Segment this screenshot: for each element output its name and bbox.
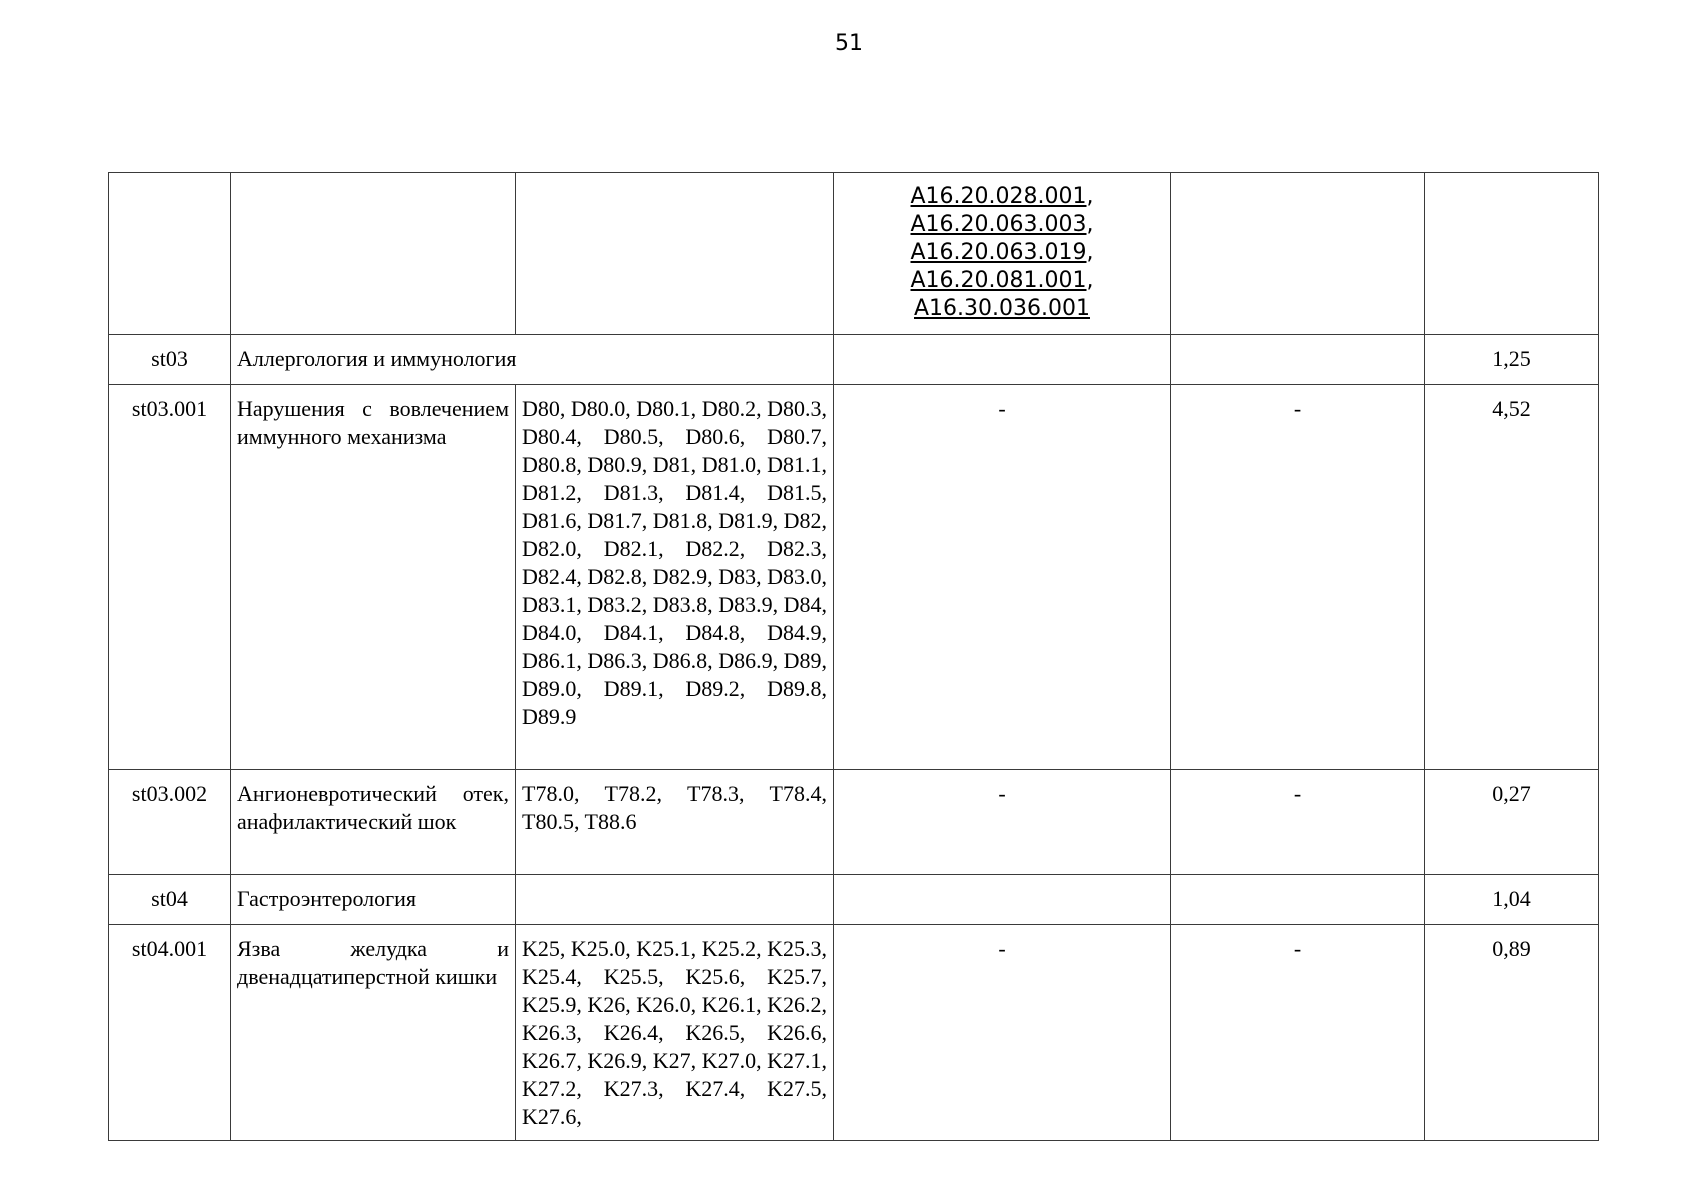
- service-code-link[interactable]: A16.20.063.019: [910, 240, 1087, 265]
- cell-other: [1171, 173, 1425, 335]
- cell-name: Аллергология и иммунология: [231, 335, 834, 385]
- service-code-link[interactable]: A16.30.036.001: [914, 296, 1090, 321]
- cell-other: [1171, 335, 1425, 385]
- service-code-link[interactable]: A16.20.028.001: [910, 184, 1087, 209]
- cell-code: st04.001: [109, 925, 231, 1141]
- cell-name: Язва желудка и двенадцатиперстной кишки: [231, 925, 516, 1141]
- diagnoses-text: T78.0, T78.2, T78.3, T78.4, T80.5, T88.6: [522, 781, 827, 834]
- table-row-section: [109, 875, 1599, 925]
- cell-name: [231, 173, 516, 335]
- cell-services: -: [834, 925, 1171, 1141]
- cell-diagnoses: [516, 875, 834, 925]
- diagnoses-text: D80, D80.0, D80.1, D80.2, D80.3, D80.4, D80.5, D80.6, D80.7, D80.8, D80.9, D81, D81.0, D81.1, D81.2, D81.3, D81.4, D81.5, D81.6, D81.7, D81.8, D81.9, D82, D82.0, D82.1, D82.2, D82.3, D82.4, D82.8, D82.9, D83, D83.0, D83.1, D83.2, D83.8, D83.9, D84, D84.0, D84.1, D84.8, D84.9, D86.1, D86.3, D86.8, D86.9, D89, D89.0, D89.1, D89.2, D89.8, D89.9: [522, 396, 827, 729]
- cell-coef: 1,04: [1425, 875, 1599, 925]
- cell-other: [1171, 875, 1425, 925]
- cell-code: st03.002: [109, 770, 231, 875]
- cell-diagnoses: [516, 385, 834, 770]
- cell-code: st03: [109, 335, 231, 385]
- ksg-table: [108, 172, 1599, 1141]
- cell-other: -: [1171, 925, 1425, 1141]
- cell-services: -: [834, 385, 1171, 770]
- page-number: 51: [835, 31, 863, 56]
- service-code-link[interactable]: A16.20.063.003: [910, 212, 1087, 237]
- cell-code: st03.001: [109, 385, 231, 770]
- table-row: [109, 385, 1599, 770]
- cell-other: -: [1171, 770, 1425, 875]
- diagnoses-text: K25, K25.0, K25.1, K25.2, K25.3, K25.4, K25.5, K25.6, K25.7, K25.9, K26, K26.0, K26.1, K26.2, K26.3, K26.4, K26.5, K26.6, K26.7, K26.9, K27, K27.0, K27.1, K27.2, K27.3, K27.4, K27.5, K27.6,: [522, 936, 827, 1129]
- table-row: [109, 925, 1599, 1141]
- cell-diagnoses: [516, 925, 834, 1141]
- cell-services: -: [834, 770, 1171, 875]
- cell-diagnoses: [516, 770, 834, 875]
- cell-coef: 0,27: [1425, 770, 1599, 875]
- cell-code: st04: [109, 875, 231, 925]
- cell-code: [109, 173, 231, 335]
- cell-name: Нарушения с вовлечением иммунного механизма: [231, 385, 516, 770]
- cell-coef: [1425, 173, 1599, 335]
- cell-coef: 1,25: [1425, 335, 1599, 385]
- cell-diagnoses: [516, 173, 834, 335]
- table-row-section: [109, 335, 1599, 385]
- cell-name: Гастроэнтерология: [231, 875, 516, 925]
- service-code-link[interactable]: A16.20.081.001: [910, 268, 1087, 293]
- cell-services: [834, 173, 1171, 335]
- cell-coef: 0,89: [1425, 925, 1599, 1141]
- cell-coef: 4,52: [1425, 385, 1599, 770]
- table-row: [109, 770, 1599, 875]
- table-row-continuation: [109, 173, 1599, 335]
- cell-other: -: [1171, 385, 1425, 770]
- service-code-list: A16.20.028.001, A16.20.063.003, A16.20.063.019, A16.20.081.001, A16.30.036.001: [910, 184, 1094, 321]
- cell-services: [834, 875, 1171, 925]
- cell-services: [834, 335, 1171, 385]
- cell-name: Ангионевротический отек, анафилактический шок: [231, 770, 516, 875]
